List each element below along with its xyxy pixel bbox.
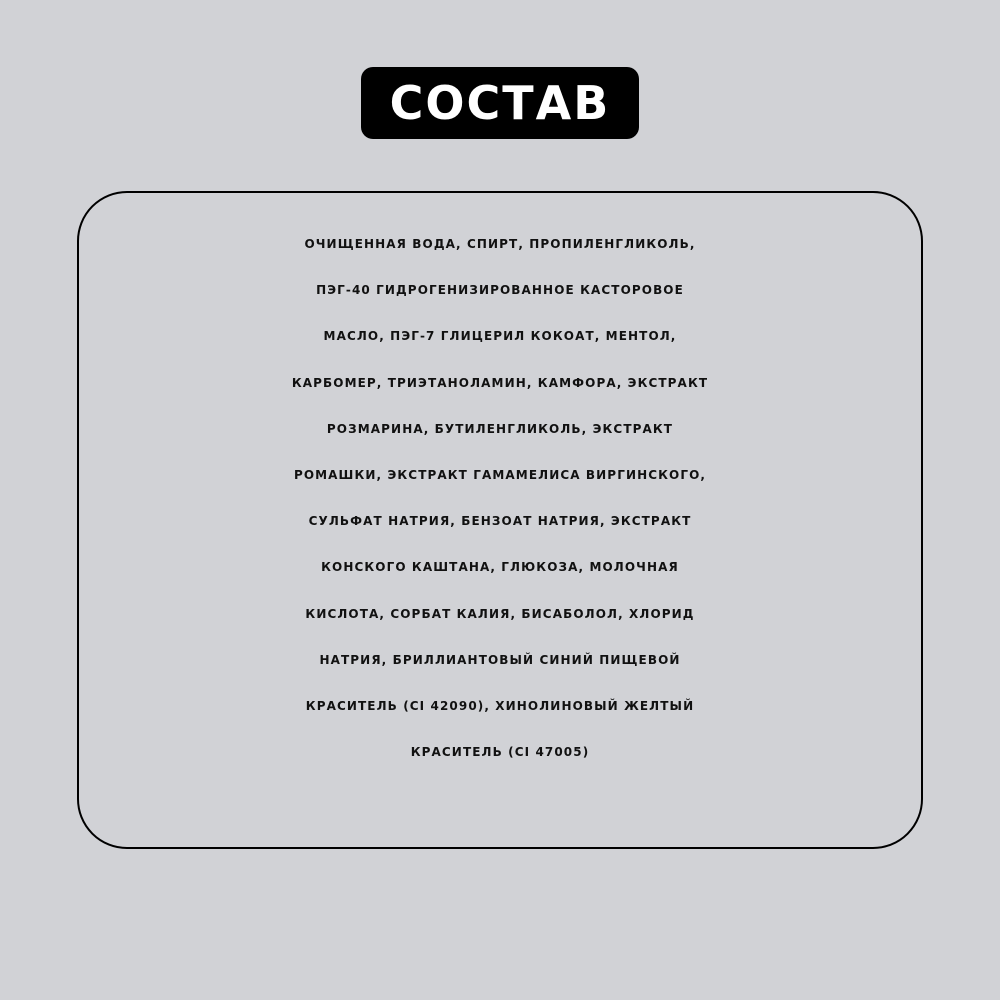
- ingredients-line: КРАСИТЕЛЬ (CI 42090), ХИНОЛИНОВЫЙ ЖЕЛТЫЙ: [305, 698, 695, 713]
- ingredients-line: КАРБОМЕР, ТРИЭТАНОЛАМИН, КАМФОРА, ЭКСТРАКТ: [291, 375, 709, 390]
- ingredients-list: [79, 221, 921, 775]
- ingredients-line: ОЧИЩЕННАЯ ВОДА, СПИРТ, ПРОПИЛЕНГЛИКОЛЬ,: [304, 237, 696, 251]
- ingredients-line: КИСЛОТА, СОРБАТ КАЛИЯ, БИСАБОЛОЛ, ХЛОРИД: [305, 606, 695, 621]
- ingredients-line: МАСЛО, ПЭГ-7 ГЛИЦЕРИЛ КОКОАТ, МЕНТОЛ,: [323, 329, 677, 344]
- ingredients-panel: [77, 191, 923, 849]
- ingredients-line: СУЛЬФАТ НАТРИЯ, БЕНЗОАТ НАТРИЯ, ЭКСТРАКТ: [308, 514, 692, 529]
- ingredients-line: РОЗМАРИНА, БУТИЛЕНГЛИКОЛЬ, ЭКСТРАКТ: [326, 421, 674, 436]
- ingredients-line: КОНСКОГО КАШТАНА, ГЛЮКОЗА, МОЛОЧНАЯ: [321, 560, 679, 575]
- ingredients-line: НАТРИЯ, БРИЛЛИАНТОВЫЙ СИНИЙ ПИЩЕВОЙ: [319, 652, 681, 667]
- ingredients-line: КРАСИТЕЛЬ (CI 47005): [410, 745, 590, 760]
- ingredients-line: ПЭГ-40 ГИДРОГЕНИЗИРОВАННОЕ КАСТОРОВОЕ: [316, 283, 684, 298]
- ingredients-line: РОМАШКИ, ЭКСТРАКТ ГАМАМЕЛИСА ВИРГИНСКОГО,: [293, 467, 707, 482]
- title-badge: [361, 67, 639, 139]
- page-title: СОСТАВ: [389, 76, 611, 130]
